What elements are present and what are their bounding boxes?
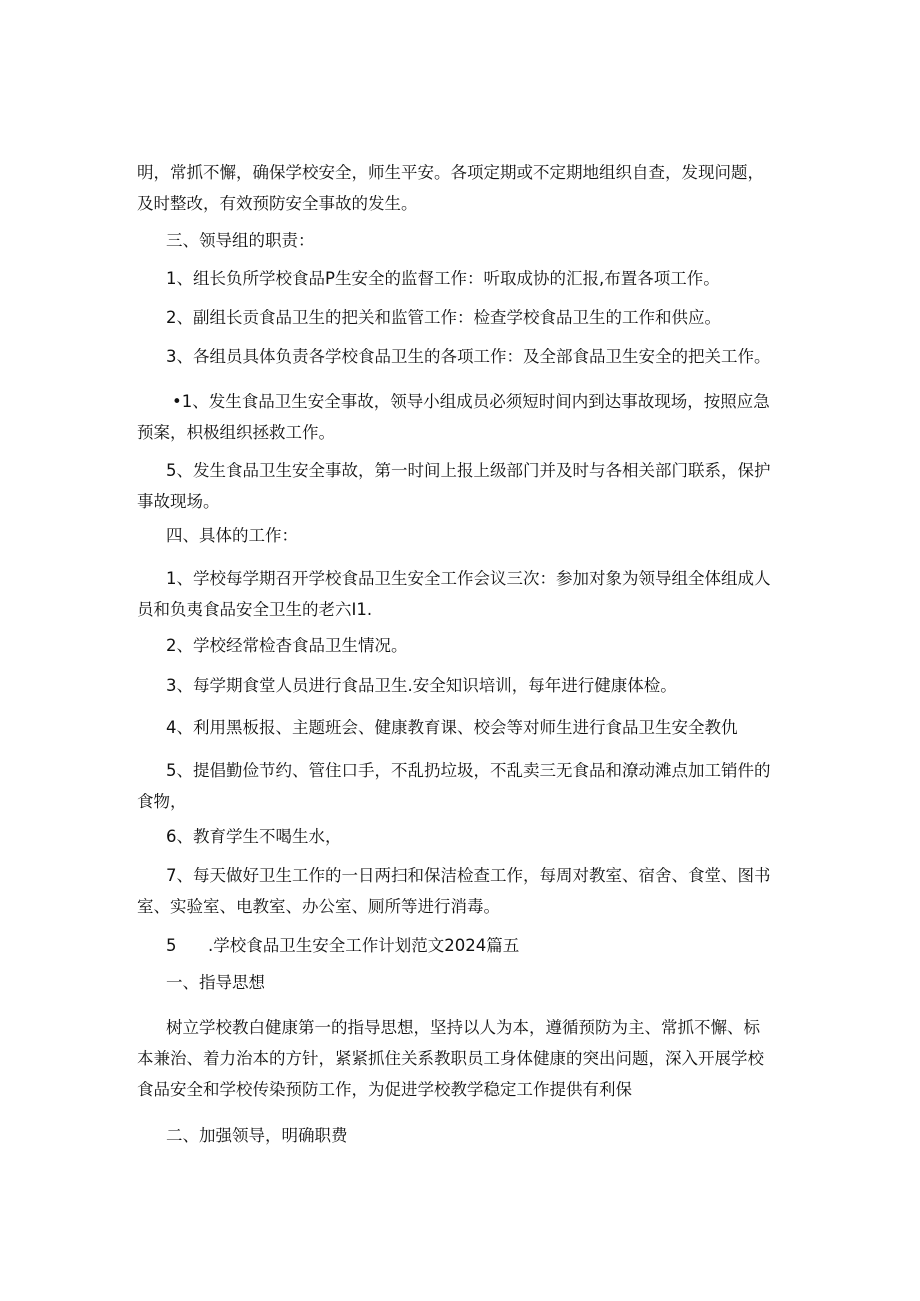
list-item: [166, 821, 342, 852]
list-item-continuation: [137, 891, 500, 922]
text-line: 室、实验室、电教室、办公室、厕所等进行消毒。: [137, 897, 500, 916]
text-line: 1、组长负所学校食品P生安全的监督工作：听取成协的汇报,布置各项工作。: [166, 269, 720, 288]
text-line: 事故现场。: [137, 492, 220, 511]
list-item: [172, 386, 770, 417]
text-line: 4、利用黑板报、主题班会、健康教育课、校会等对师生进行食品卫生安全教仇: [166, 718, 738, 737]
list-item-continuation: [137, 786, 187, 817]
text-line: 一、指导思想: [166, 973, 265, 992]
list-item: [166, 670, 677, 701]
section-heading: [166, 225, 315, 256]
text-line: 2、副组长贡食品卫生的把关和监管工作：检查学校食品卫生的工作和供应。: [166, 308, 721, 327]
text-line: 树立学校教白健康第一的指导思想，坚持以人为本，遵循预防为主、常抓不懈、标: [166, 1018, 760, 1037]
list-item: [166, 755, 771, 786]
text-line: 及时整改，有效预防安全事故的发生。: [137, 194, 418, 213]
list-item-continuation: [137, 594, 372, 625]
text-line: 5 .学校食品卫生安全工作计划范文2024篇五: [166, 936, 520, 955]
text-line: 食物，: [137, 792, 187, 811]
text-line: 3、各组员具体负责各学校食品卫生的各项工作：及全部食品卫生安全的把关工作。: [166, 347, 771, 366]
list-item: [166, 630, 408, 661]
text-line: 预案，枳极组织拯救工作。: [137, 423, 335, 442]
text-line: 5、发生食品卫生安全事故，第一时间上报上级部门并及时与各相关部门联系，保护: [166, 461, 771, 480]
text-line: 食品安全和学校传染预防工作，为促进学校教学稳定工作提供有利保: [137, 1080, 632, 1099]
text-line: 四、具体的工作：: [166, 526, 298, 545]
section-heading: [166, 1120, 348, 1151]
body-paragraph: [166, 1012, 760, 1043]
section-heading: [166, 520, 298, 551]
list-item-continuation: [137, 417, 335, 448]
body-paragraph-continuation: [137, 1043, 764, 1105]
list-item: [166, 563, 771, 594]
text-line: 5、提倡勤俭节约、管住口手，不乱扔垃圾，不乱卖三无食品和潦动滩点加工销件的: [166, 761, 771, 780]
list-item: [166, 455, 771, 486]
list-item: [166, 712, 738, 743]
text-line: 2、学校经常检杳食品卫生情况。: [166, 636, 408, 655]
list-item: [166, 860, 771, 891]
list-item: [166, 302, 721, 333]
list-item: [166, 341, 771, 372]
text-line: 明，常抓不懈，确保学校安全，师生平安。各项定期或不定期地组织自查，发现问题，: [137, 163, 764, 182]
text-line: 本兼治、着力治本的方针，紧紧抓住关系教职员工身体健康的突出问题，深入开展学校: [137, 1049, 764, 1068]
article-title: [166, 930, 519, 961]
text-line: 二、加强领导，明确职费: [166, 1126, 348, 1145]
text-line: 1、学校每学期召开学校食品卫生安全工作会议三次：参加对象为领导组全体组成人: [166, 569, 771, 588]
list-item-continuation: [137, 486, 220, 517]
text-line: 7、每天做好卫生工作的一日两扫和保洁检查工作，每周对教室、宿舍、食堂、图书: [166, 866, 771, 885]
text-line: 3、每学期食堂人员进行食品卫生.安全知识培训，每年进行健康体检。: [166, 676, 677, 695]
paragraph-intro: [137, 157, 764, 219]
section-heading: [166, 967, 265, 998]
text-line: 三、领导组的职责：: [166, 231, 315, 250]
text-line: 员和负夷食品安全卫生的老六I1.: [137, 600, 373, 619]
text-line: •1、发生食品卫生安全事故，领导小组成员必须短时间内到达事故现场，按照应急: [172, 392, 770, 411]
text-line: 6、教育学生不喝生水，: [166, 827, 342, 846]
list-item: [166, 263, 720, 294]
